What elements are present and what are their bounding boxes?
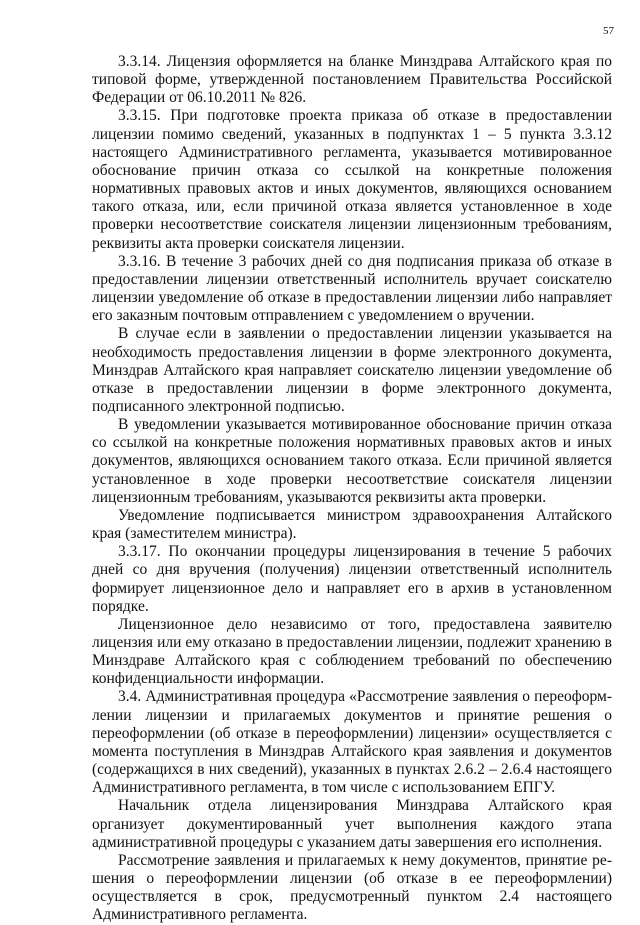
document-body: [92, 53, 612, 925]
paragraph-3-3-17: 3.3.17. По окончании процедуры лицензирования в течение 5 рабочих дней со дня вручения (получения) лицензии ответственный исполнитель формирует лицензионное дело и направляет его в архив в установленном порядке.: [92, 543, 612, 615]
paragraph-3-4: 3.4. Административная процедура «Рассмотрение заявления о переоформлении лицензии и прилагаемых документов и принятие решения о переоформлении (об отказе в переоформлении) лицензии» осуществляется с момента поступления в Минздрав Алтайского края заявления и документов (содержащихся в них сведений), указанных в пунктах 2.6.2 – 2.6.4 настоящего Административного регламента, в том числе с использованием ЕПГУ.: [92, 688, 612, 797]
paragraph-review-term: Рассмотрение заявления и прилагаемых к нему документов, принятие решения о переоформлении лицензии (об отказе в ее переоформлении) осуществляется в срок, предусмотренный пунктом 2.4 настоящего Административного регламента.: [92, 851, 612, 924]
paragraph-electronic-notice: В случае если в заявлении о предоставлении лицензии указывается на необходимость предоставления лицензии в форме электронного документа, Минздрав Алтайского края направляет соискателю лицензии уведомление об отказе в предоставлении лицензии в форме электронного документа, подписанного электронной подписью.: [92, 325, 612, 415]
paragraph-department-head: Начальник отдела лицензирования Минздрава Алтайского края организует документированный учет выполнения каждого этапа административной процедуры с указанием даты завершения его исполнения.: [92, 797, 612, 851]
paragraph-3-3-14: 3.3.14. Лицензия оформляется на бланке Минздрава Алтайского края по типовой форме, утвержденной постановлением Правительства Российской Федерации от 06.10.2011 № 826.: [92, 53, 612, 107]
paragraph-notice-reasons: В уведомлении указывается мотивированное обоснование причин отказа со ссылкой на конкретные положения нормативных правовых актов и иных документов, являющихся основанием такого отказа. Если причиной является установленное в ходе проверки несоответствие соискателя лицензии лицензионным требованиям, указываются реквизиты акта проверки.: [92, 416, 612, 506]
paragraph-license-file: Лицензионное дело независимо от того, предоставлена заявителю лицензия или ему отказано в предоставлении лицензии, подлежит хранению в Минздраве Алтайского края с соблюдением требований по обеспечению конфиденциальности информации.: [92, 615, 612, 688]
page-number: 57: [603, 25, 614, 37]
paragraph-3-3-15: 3.3.15. При подготовке проекта приказа об отказе в предоставлении лицензии помимо сведений, указанных в подпунктах 1 – 5 пункта 3.3.12 настоящего Административного регламента, указывается мотивированное обоснование причин отказа со ссылкой на конкретные положения нормативных правовых актов и иных документов, являющихся основанием такого отказа, или, если причиной отказа является установленное в ходе проверки несоответствие соискателя лицензии лицензионным требованиям, реквизиты акта проверки соискателя лицензии.: [92, 107, 612, 252]
paragraph-notice-signature: Уведомление подписывается министром здравоохранения Алтайского края (заместителем министра).: [92, 506, 612, 543]
paragraph-3-3-16: 3.3.16. В течение 3 рабочих дней со дня подписания приказа об отказе в предоставлении лицензии ответственный исполнитель вручает соискателю лицензии уведомление об отказе в предоставлении лицензии либо направляет его заказным почтовым отправлением с уведомлением о вручении.: [92, 252, 612, 325]
